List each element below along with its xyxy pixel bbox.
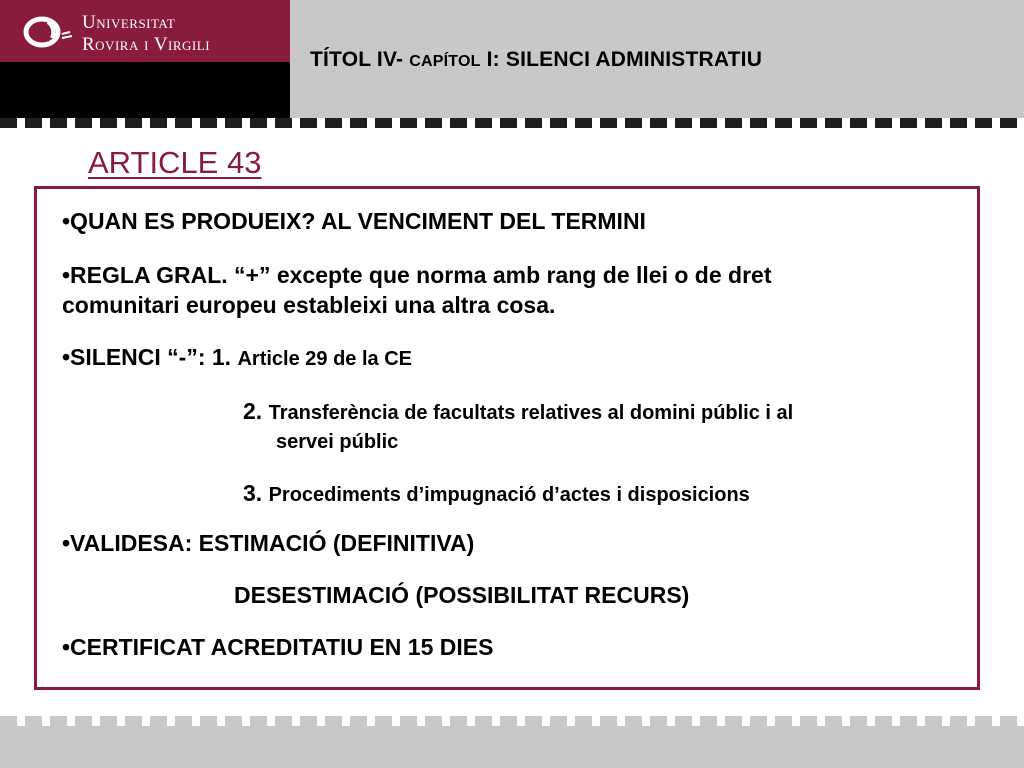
bullet-item-when: •QUAN ES PRODUEIX? AL VENCIMENT DEL TERMINI (62, 208, 646, 234)
logo-line-2: Rovira i Virgili (82, 34, 211, 55)
article-heading: ARTICLE 43 (88, 145, 262, 180)
validity-dismissal: DESESTIMACIÓ (POSSIBILITAT RECURS) (234, 582, 690, 608)
silence-sub-3-num: 3. (243, 480, 269, 506)
bullet-item-rule-line2: comunitari europeu estableixi una altra cosa. (62, 292, 556, 318)
silence-sub-2-text: Transferència de facultats relatives al domini públic i al (268, 402, 794, 424)
silence-sub-1: Article 29 de la CE (237, 348, 412, 370)
bullet-item-certificate: •CERTIFICAT ACREDITATIU EN 15 DIES (62, 634, 494, 660)
silence-sub-2-line1 (243, 398, 793, 425)
header-black-band (0, 62, 290, 118)
university-logo-icon (22, 14, 78, 50)
logo-line-1: Universitat (82, 12, 176, 33)
bullet-item-validity: •VALIDESA: ESTIMACIÓ (DEFINITIVA) (62, 530, 475, 556)
title-part-1: TÍTOL IV- (310, 48, 410, 71)
title-part-2: CAPÍTOL (409, 53, 481, 70)
title-part-3: I: SILENCI ADMINISTRATIU (480, 48, 763, 71)
bullet-item-rule-line1: •REGLA GRAL. “+” excepte que norma amb rang de llei o de dret (62, 262, 772, 288)
footer-bar (0, 726, 1024, 768)
slide-title (310, 48, 762, 72)
silence-sub-2-num: 2. (243, 398, 269, 424)
silence-prefix: •SILENCI “-”: 1. (62, 344, 238, 370)
silence-sub-2-line2: servei públic (276, 431, 399, 453)
university-name (82, 12, 210, 56)
silence-sub-3-text: Procediments d’impugnació d’actes i disposicions (268, 484, 750, 506)
logo-band (0, 0, 290, 62)
silence-sub-3 (243, 480, 750, 507)
top-dashed-divider (0, 118, 1024, 128)
bottom-dashed-divider (0, 716, 1024, 726)
bullet-item-silence (62, 344, 412, 371)
